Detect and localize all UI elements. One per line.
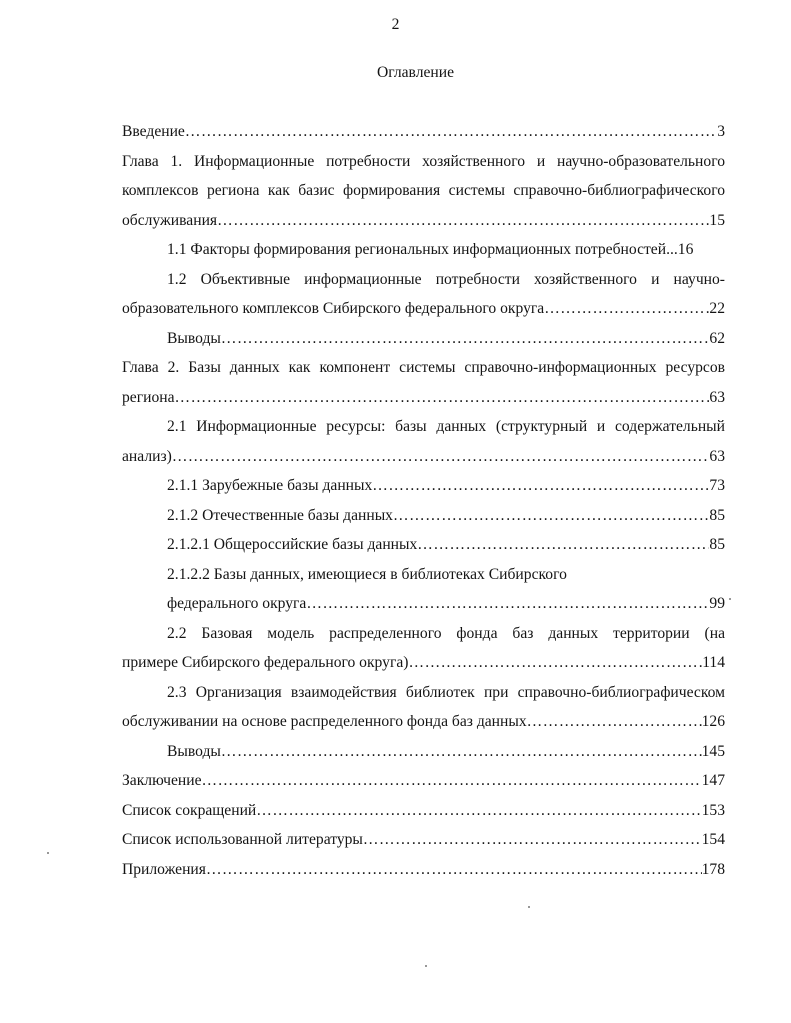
toc-page-number: 154 — [701, 831, 725, 848]
toc-page-number: 63 — [709, 447, 725, 465]
toc-entry-text: Выводы — [167, 329, 221, 347]
toc-entry-text: федерального округа — [167, 595, 307, 612]
dot-leader — [202, 766, 702, 796]
toc-entry-text: 2.3 Организация взаимодействия библиотек при справочно-библиографическом — [167, 683, 725, 701]
toc-entry-conclusion — [122, 766, 725, 796]
toc-entry-text: 2.2 Базовая модель распределенного фонда баз данных территории (на — [167, 624, 725, 642]
dot-leader — [175, 383, 710, 413]
toc-page-number: 147 — [701, 772, 725, 789]
toc-entry-text: обслуживании на основе распределенного фонда баз данных — [122, 713, 527, 730]
toc-page-number: 22 — [709, 300, 725, 317]
toc-page-number: 15 — [709, 211, 725, 229]
dot-leader — [372, 471, 709, 501]
toc-entry-text: комплексов региона как базис формирования системы справочно-библиографического — [122, 182, 725, 199]
toc-page-number: 3 — [717, 123, 725, 140]
toc-page-number: 126 — [701, 713, 725, 730]
toc-entry-2-2 — [122, 619, 725, 678]
toc-page-number: 178 — [701, 860, 725, 878]
toc-entry-text: Глава 1. Информационные потребности хозяйственного и научно-образовательного — [122, 152, 725, 170]
toc-entry-text: 2.1.2 Отечественные базы данных — [167, 506, 393, 524]
toc-entry-intro — [122, 117, 725, 147]
dot-leader — [306, 589, 709, 619]
dot-leader — [408, 648, 702, 678]
page-number: 2 — [391, 16, 400, 33]
toc-entry-chapter-2 — [122, 353, 725, 412]
toc-entry-1-2 — [122, 265, 725, 324]
toc-entry-text: региона — [122, 388, 175, 406]
toc-entry-references — [122, 825, 725, 855]
toc-entry-text: Выводы — [167, 742, 221, 760]
dot-leader — [544, 294, 709, 324]
dot-leader — [363, 825, 702, 855]
scan-speck — [425, 965, 427, 967]
toc-entry-text: Заключение — [122, 772, 202, 789]
toc-entry-chapter-1-conclusions — [122, 324, 725, 354]
toc-entry-2-1-2-2 — [122, 560, 725, 619]
toc-entry-chapter-2-conclusions — [122, 737, 725, 767]
toc-entry-1-1 — [122, 235, 725, 265]
dot-leader — [221, 324, 710, 354]
toc-entry-text: примере Сибирского федерального округа) — [122, 654, 409, 671]
toc-entry-2-1-1 — [122, 471, 725, 501]
toc-entry-text: Приложения — [122, 860, 206, 878]
toc-entry-2-1-2 — [122, 501, 725, 531]
dot-leader — [417, 530, 709, 560]
dot-leader — [527, 707, 702, 737]
toc-page-number: 73 — [709, 477, 725, 494]
toc-entry-text: анализ) — [122, 447, 172, 465]
toc-entry-abbreviations — [122, 796, 725, 826]
dot-leader — [172, 442, 710, 472]
toc-page-number: 85 — [709, 536, 725, 553]
toc-page-number: 145 — [701, 742, 725, 760]
toc-entry-2-3 — [122, 678, 725, 737]
toc-page-number: 153 — [701, 801, 725, 819]
toc-page-number: 85 — [709, 506, 725, 524]
toc-entry-text: 2.1 Информационные ресурсы: базы данных (структурный и содержательный — [167, 418, 725, 435]
table-of-contents — [122, 117, 725, 884]
scan-speck — [729, 598, 731, 600]
toc-entry-appendices — [122, 855, 725, 885]
toc-entry-text: Список использованной литературы — [122, 831, 363, 848]
scan-speck — [528, 906, 530, 908]
toc-entry-text: Список сокращений — [122, 801, 257, 819]
dot-leader — [256, 796, 701, 826]
toc-page-number: 99 — [709, 595, 725, 612]
toc-page-number: 16 — [677, 241, 694, 258]
dot-leader — [217, 206, 709, 236]
dot-leader — [393, 501, 709, 531]
toc-page-number: 62 — [709, 329, 725, 347]
toc-entry-2-1 — [122, 412, 725, 471]
scan-speck — [47, 852, 49, 854]
toc-entry-chapter-1 — [122, 147, 725, 236]
toc-entry-2-1-2-1 — [122, 530, 725, 560]
toc-page-number: 114 — [702, 654, 725, 671]
toc-entry-text: 2.1.1 Зарубежные базы данных — [167, 477, 373, 494]
dot-leader — [185, 117, 717, 147]
toc-entry-text: образовательного комплексов Сибирского федерального округа — [122, 300, 545, 317]
toc-entry-text: Введение — [122, 123, 185, 140]
toc-entry-text: Глава 2. Базы данных как компонент системы справочно-информационных ресурсов — [122, 359, 725, 376]
toc-entry-text: обслуживания — [122, 211, 218, 229]
toc-entry-text: 2.1.2.2 Базы данных, имеющиеся в библиотеках Сибирского — [167, 565, 567, 583]
toc-entry-text: 1.2 Объективные информационные потребности хозяйственного и научно- — [167, 270, 725, 288]
toc-page-number: 63 — [709, 388, 725, 406]
dot-leader — [221, 737, 702, 767]
dot-leader — [206, 855, 702, 885]
toc-entry-text: 2.1.2.1 Общероссийские базы данных — [167, 536, 418, 553]
page-title: Оглавление — [376, 64, 455, 81]
toc-entry-text: 1.1 Факторы формирования региональных информационных потребностей... — [167, 241, 678, 258]
